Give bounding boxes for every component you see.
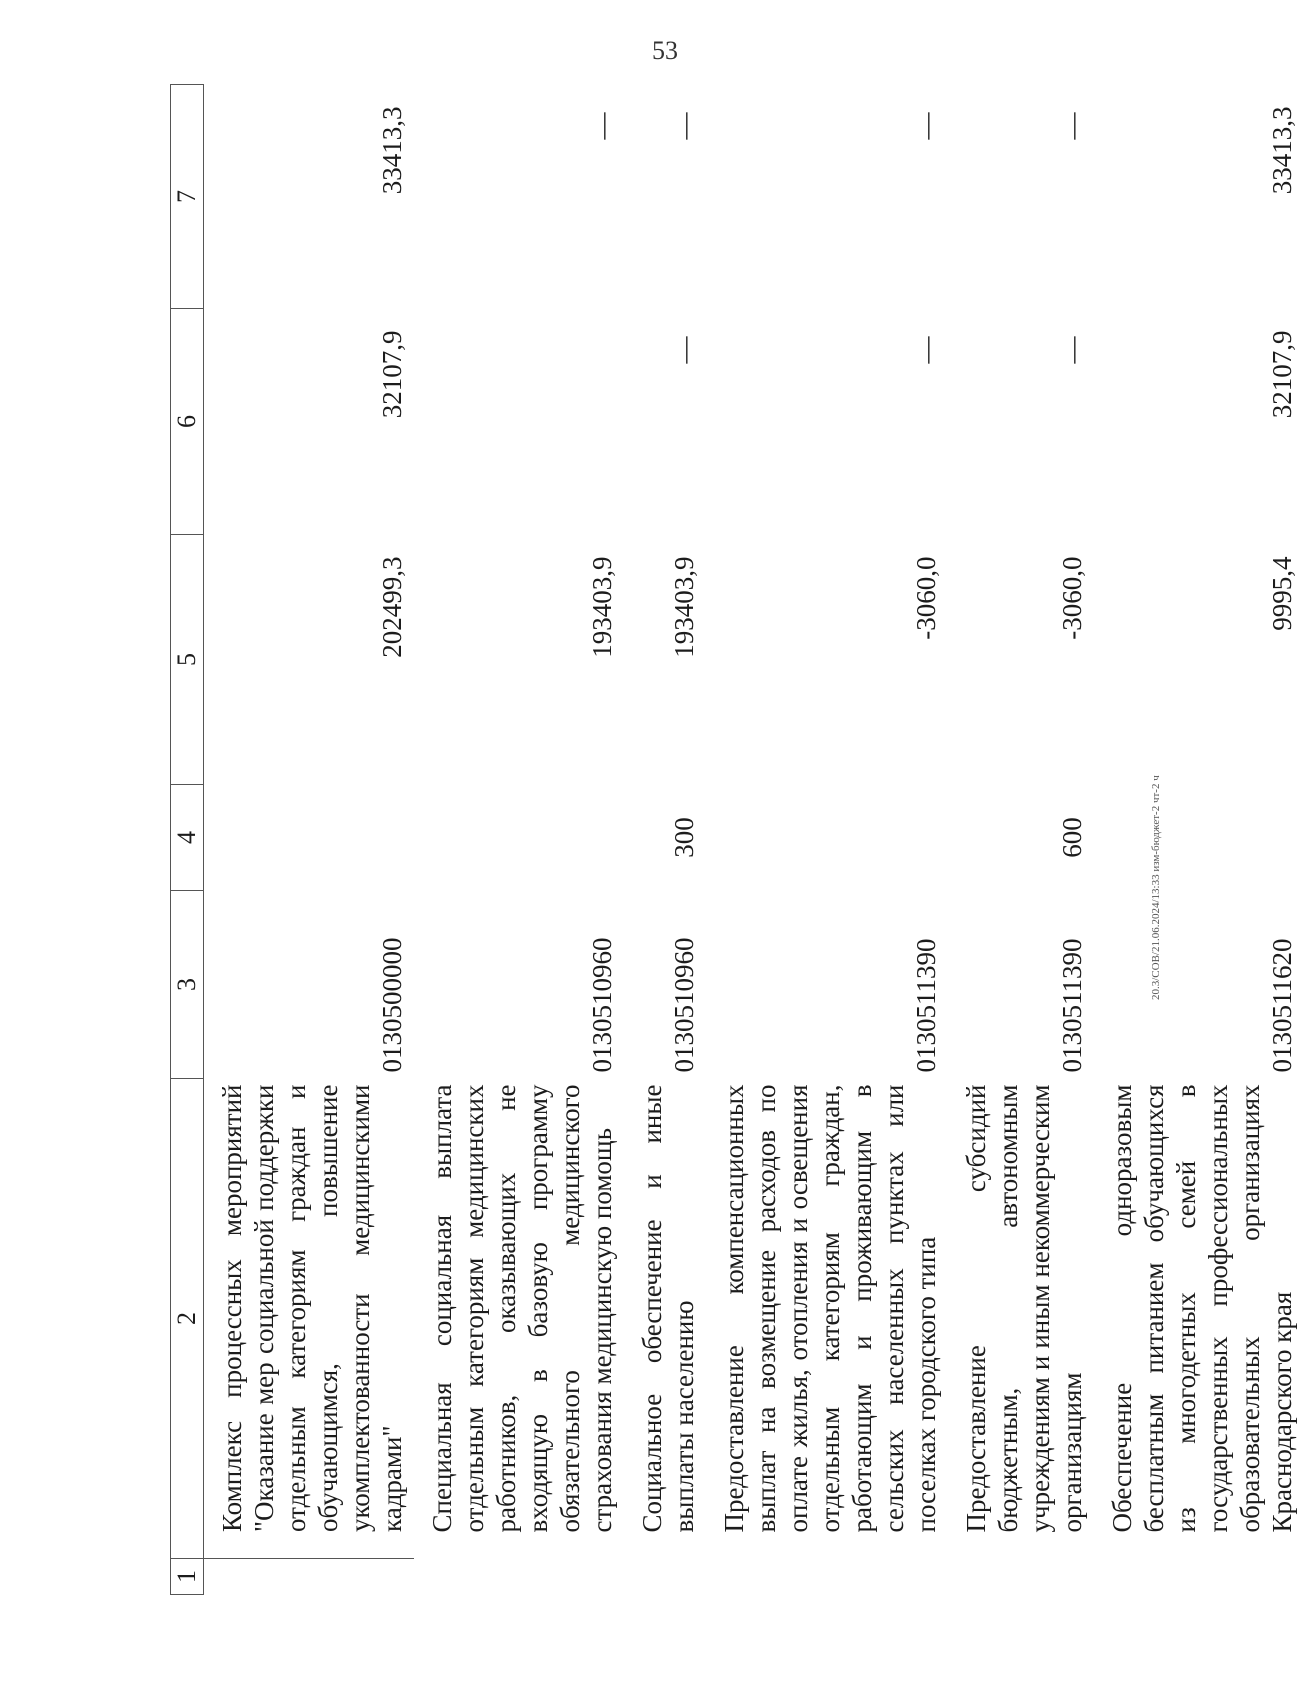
row-code: 0130510960 — [587, 937, 617, 1073]
row-value-6 — [414, 309, 624, 535]
row-value-6: — — [911, 336, 941, 364]
row-value-6: — — [1057, 336, 1087, 364]
row-type — [706, 785, 948, 891]
row-code: 0130510960 — [669, 937, 699, 1073]
table-row — [948, 85, 1094, 1595]
row-value-5: 193403,9 — [587, 556, 617, 658]
column-header: 5 — [171, 535, 204, 785]
row-code: 0130500000 — [377, 937, 407, 1073]
row-name: Специальная социальная выплата отдельным категориям медицинских работников, оказывающих не входящую в базовую программу обязательного медицинского страхования медицинскую помощь — [427, 1084, 617, 1533]
table-row — [414, 85, 624, 1595]
row-value-6: — — [669, 336, 699, 364]
row-value-7: — — [1057, 112, 1087, 140]
column-header: 7 — [171, 85, 204, 309]
row-value-7: 33413,3 — [1267, 106, 1297, 195]
row-name: Социальное обеспечение и иные выплаты населению — [637, 1084, 699, 1533]
document-footer-stamp: 20.3/СОВ/21.06.2024/13:33 изм-бюджет-2 чт-2 ч — [1150, 775, 1162, 1000]
table-row — [624, 85, 706, 1595]
row-value-5: -3060,0 — [911, 556, 941, 640]
row-value-6: 32107,9 — [377, 330, 407, 419]
row-type: 600 — [1057, 817, 1087, 858]
page-number: 53 — [652, 36, 678, 65]
row-value-5: 193403,9 — [669, 556, 699, 658]
table-header-row — [171, 85, 204, 1595]
row-value-5: 202499,3 — [377, 556, 407, 658]
row-type — [204, 785, 415, 891]
row-code: 0130511620 — [1267, 938, 1297, 1073]
row-value-6: 32107,9 — [1267, 330, 1297, 419]
column-header: 3 — [171, 891, 204, 1079]
row-value-7: — — [911, 112, 941, 140]
row-name: Обеспечение одноразовым бесплатным питанием обучающихся из многодетных семей в государственных профессиональных образовательных организациях Краснодарского края — [1107, 1084, 1297, 1533]
column-header: 4 — [171, 785, 204, 891]
table-row — [204, 85, 415, 1595]
table-row — [706, 85, 948, 1595]
row-type — [414, 785, 624, 891]
column-header: 1 — [171, 1559, 204, 1595]
row-value-7: — — [587, 112, 617, 140]
row-type — [1094, 785, 1304, 891]
budget-table — [170, 84, 1304, 1595]
row-code: 0130511390 — [1057, 938, 1087, 1073]
row-name: Предоставление компенсационных выплат на возмещение расходов по оплате жилья, отопления и освещения отдельным категориям граждан, работающим и проживающим в сельских населенных пунктах или поселках городского типа — [719, 1084, 941, 1533]
row-name: Предоставление субсидий бюджетным, автономным учреждениям и иным некоммерческим организациям — [961, 1084, 1087, 1533]
row-value-5: 9995,4 — [1267, 556, 1297, 631]
row-type: 300 — [669, 817, 699, 858]
row-value-7: 33413,3 — [377, 106, 407, 195]
table-row — [1094, 85, 1304, 1595]
column-header: 6 — [171, 309, 204, 535]
row-value-7: — — [669, 112, 699, 140]
column-header: 2 — [171, 1079, 204, 1559]
row-value-5: -3060,0 — [1057, 556, 1087, 640]
row-name: Комплекс процессных мероприятий "Оказание мер социальной поддержки отдельным категориям граждан и обучающимся, повышение укомплектованности медицинскими кадрами" — [204, 1079, 415, 1559]
row-code: 0130511390 — [911, 938, 941, 1073]
